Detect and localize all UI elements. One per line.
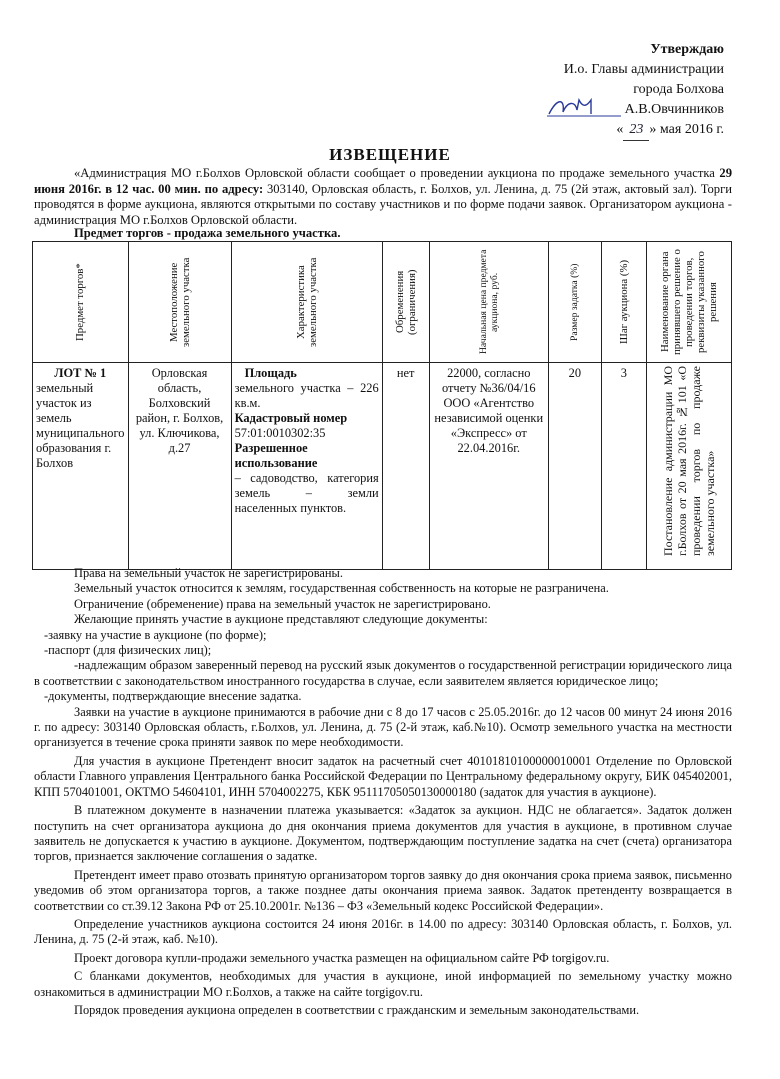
approval-signature-line — [564, 100, 724, 120]
cell-encumbrance: нет — [382, 363, 429, 570]
paragraph: Проект договора купли-продажи земельного участка размещен на официальном сайте РФ torgigov.ru. — [74, 950, 610, 965]
approval-date: « 23 » мая 2016 г. — [564, 120, 724, 141]
lot-table — [32, 241, 732, 570]
cell-characteristics: Площадь земельного участка – 226 кв.м. Кадастровый номер 57:01:0010302:35 Разрешенное использование – садоводство, категория земель – земли населенных пунктов. — [231, 363, 382, 570]
subject-heading: Предмет торгов - продажа земельного участка. — [74, 226, 341, 240]
header-step: Шаг аукциона (%) — [601, 242, 646, 363]
paragraph: Заявки на участие в аукционе принимаются в рабочие дни с 8 до 17 часов с 25.05.2016г. до 12 часов 00 минут 24 июня 2016 г. по адресу: 303140 Орловская область, г.Болхов, ул. Ленина, д. 75 (2-й этаж, каб.№10). Осмотр земельного участка на местности организуется в течение срока приняти заявок по мере необходимости. — [34, 704, 732, 750]
notice-body — [34, 566, 732, 1018]
cell-decision: Постановление администрации МО г.Болхов от 20 мая 2016г. №101 «О проведении торгов по продаже земельного участка» — [646, 363, 731, 570]
paragraph: -паспорт (для физических лиц); — [44, 643, 212, 658]
cell-step: 3 — [601, 363, 646, 570]
signature-name: А.В.Овчинников — [624, 102, 724, 117]
paragraph: Земельный участок относится к землям, государственная собственность на которые не разграничена. — [74, 581, 609, 596]
document-title: ИЗВЕЩЕНИЕ — [329, 145, 451, 164]
signature-image — [545, 94, 623, 120]
paragraph: -надлежащим образом заверенный перевод на русский язык документов о государственной регистрации юридического лица в соответствии с законодательством иностранного государства в случае, если заявителем является юридическое лицо; — [34, 658, 732, 688]
approval-heading: Утверждаю — [650, 42, 724, 57]
paragraph: Порядок проведения аукциона определен в соответствии с гражданским и земельным законодательствами. — [74, 1002, 640, 1017]
table-header-row — [33, 242, 732, 363]
header-decision: Наименование органа принявшего решение о проведении торгов, реквизиты указанного решения — [646, 242, 731, 363]
header-encumbrance: Обременения (ограничения) — [382, 242, 429, 363]
paragraph: В платежном документе в назначении платежа указывается: «Задаток за аукцион. НДС не облагается». Задаток должен поступить на счет организатора аукциона до дня окончания приема документов для участия в аукционе, в противном случае заявитель не допускается к участию в аукционе. Документом, подтверждающим поступление задатка на счет (счета) организатора торгов, признается заключение соглашения о задатке. — [34, 803, 732, 864]
paragraph: Для участия в аукционе Претендент вносит задаток на расчетный счет 40101810100000010001 Отделение по Орловской области Главного управления Центрального банка Российской Федерации по Центральному федеральному округу, БИК 045402001, КПП 570401001, ОКТМО 54604101, ИНН 5704002275, КБК 95111705050130000180 (задаток для участия в аукционе). — [34, 753, 732, 799]
header-deposit: Размер задатка (%) — [548, 242, 601, 363]
header-characteristics: Характеристика земельного участка — [231, 242, 382, 363]
approval-position: И.о. Главы администрации — [563, 62, 724, 77]
paragraph: С бланками документов, необходимых для участия в аукционе, иной информацией по земельному участку можно ознакомиться в администрации МО г.Болхов, а также на сайте torgigov.ru. — [34, 969, 732, 999]
cell-location: Орловская область, Болховский район, г. Болхов, ул. Ключикова, д.27 — [128, 363, 231, 570]
header-location: Местоположение земельного участка — [128, 242, 231, 363]
paragraph: Претендент имеет право отозвать принятую организатором торгов заявку до дня окончания срока приема заявок, письменно уведомив об этом организатора торгов, а также позднее даты окончания приема заявок. Задаток претенденту возвращается в соответствии со ст.39.12 Закона РФ от 25.10.2001г. №136 – ФЗ «Земельный кодекс Российской Федерации». — [34, 867, 732, 913]
approval-city: города Болхова — [633, 82, 724, 97]
approval-date-day: 23 — [623, 120, 649, 141]
header-subject: Предмет торгов* — [33, 242, 129, 363]
paragraph: Определение участников аукциона состоится 24 июня 2016г. в 14.00 по адресу: 303140 Орловская область, г. Болхов, ул. Ленина, д. 75 (2-й этаж, каб. №10). — [34, 916, 732, 947]
header-start-price: Начальная цена предмета аукциона, руб. — [429, 242, 548, 363]
paragraph: Желающие принять участие в аукционе представляют следующие документы: — [74, 612, 488, 627]
paragraph: -заявку на участие в аукционе (по форме); — [44, 627, 267, 642]
cell-lot: ЛОТ № 1 земельный участок из земель муниципального образования г. Болхов — [33, 363, 129, 570]
paragraph: -документы, подтверждающие внесение задатка. — [44, 689, 302, 704]
table-row — [33, 363, 732, 570]
intro-paragraph: «Администрация МО г.Болхов Орловской области сообщает о проведении аукциона по продаже земельного участка 29 июня 2016г. в 12 час. 00 мин. по адресу: 303140, Орловская область, г. Болхов, ул. Ленина, д. 75 (2й этаж, актовый зал). Торги проводятся в форме аукциона, являются открытыми по составу участников и по форме подачи заявок. Организатором аукциона - администрация МО г.Болхов Орловской области. — [34, 166, 732, 227]
paragraph: Ограничение (обременение) права на земельный участок не зарегистрировано. — [74, 596, 491, 611]
cell-deposit: 20 — [548, 363, 601, 570]
cell-start-price: 22000, согласно отчету №36/04/16 ООО «Агентство независимой оценки «Экспресс» от 22.04.2016г. — [429, 363, 548, 570]
paragraph: Права на земельный участок не зарегистрированы. — [74, 566, 343, 580]
approval-block — [564, 40, 724, 141]
